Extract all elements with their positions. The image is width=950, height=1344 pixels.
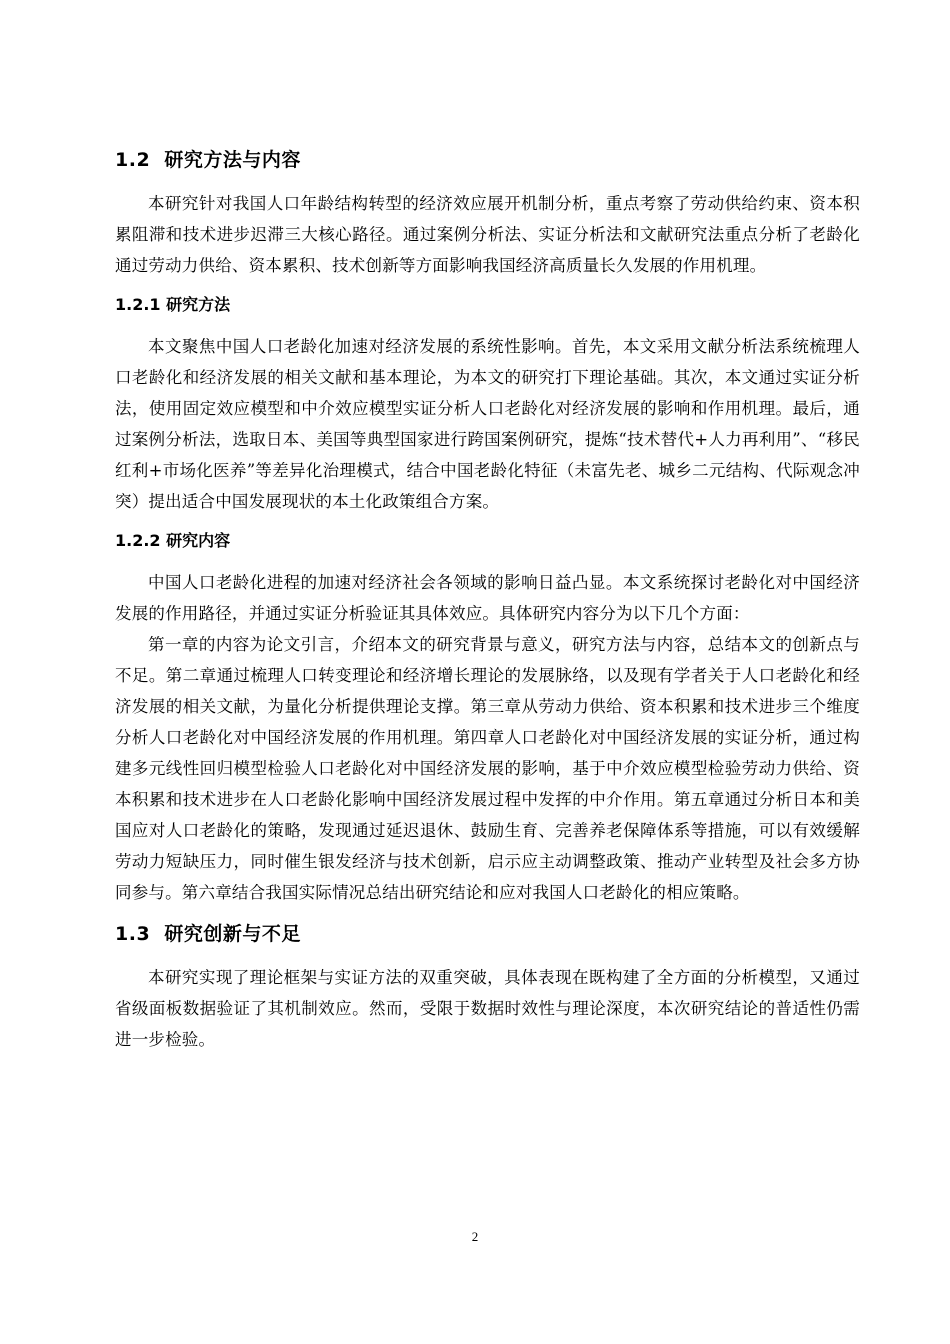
subsection-heading-1-2-1: 1.2.1 研究方法 xyxy=(115,295,231,314)
paragraph-1-2-2-b: 第一章的内容为论文引言，介绍本文的研究背景与意义，研究方法与内容，总结本文的创新点与不足。第二章通过梳理人口转变理论和经济增长理论的发展脉络，以及现有学者关于人口老龄化和经济发展的相关文献，为量化分析提供理论支撑。第三章从劳动力供给、资本积累和技术进步三个维度分析人口老龄化对中国经济发展的作用机理。第四章人口老龄化对中国经济发展的实证分析，通过构建多元线性回归模型检验人口老龄化对中国经济发展的影响，基于中介效应模型检验劳动力供给、资本积累和技术进步在人口老龄化影响中国经济发展过程中发挥的中介作用。第五章通过分析日本和美国应对人口老龄化的策略，发现通过延迟退休、鼓励生育、完善养老保障体系等措施，可以有效缓解劳动力短缺压力，同时催生银发经济与技术创新，启示应主动调整政策、推动产业转型及社会多方协同参与。第六章结合我国实际情况总结出研究结论和应对我国人口老龄化的相应策略。 xyxy=(115,635,860,902)
paragraph-1-2-1: 本文聚焦中国人口老龄化加速对经济发展的系统性影响。首先，本文采用文献分析法系统梳理人口老龄化和经济发展的相关文献和基本理论，为本文的研究打下理论基础。其次，本文通过实证分析法，使用固定效应模型和中介效应模型实证分析人口老龄化对经济发展的影响和作用机理。最后，通过案例分析法，选取日本、美国等典型国家进行跨国案例研究，提炼“技术替代+人力再利用”、“移民红利+市场化医养”等差异化治理模式，结合中国老龄化特征（未富先老、城乡二元结构、代际观念冲突）提出适合中国发展现状的本土化政策组合方案。 xyxy=(115,337,860,511)
section-title: 研究方法与内容 xyxy=(164,149,301,171)
section-heading-1-3 xyxy=(115,920,860,948)
subsection-heading-1-2-2: 1.2.2 研究内容 xyxy=(115,531,231,550)
paragraph-1-2-2-a: 中国人口老龄化进程的加速对经济社会各领域的影响日益凸显。本文系统探讨老龄化对中国经济发展的作用路径，并通过实证分析验证其具体效应。具体研究内容分为以下几个方面： xyxy=(115,573,860,623)
section-number: 1.3 xyxy=(115,923,151,945)
section-heading-1-2 xyxy=(115,146,860,174)
page-content xyxy=(115,146,860,1055)
paragraph-1-2: 本研究针对我国人口年龄结构转型的经济效应展开机制分析，重点考察了劳动供给约束、资本积累阻滞和技术进步迟滞三大核心路径。通过案例分析法、实证分析法和文献研究法重点分析了老龄化通过劳动力供给、资本累积、技术创新等方面影响我国经济高质量长久发展的作用机理。 xyxy=(115,194,860,275)
section-number: 1.2 xyxy=(115,149,151,171)
section-title: 研究创新与不足 xyxy=(164,923,301,945)
page-number: 2 xyxy=(471,1229,479,1244)
paragraph-1-3: 本研究实现了理论框架与实证方法的双重突破，具体表现在既构建了全方面的分析模型，又通过省级面板数据验证了其机制效应。然而，受限于数据时效性与理论深度，本次研究结论的普适性仍需进一步检验。 xyxy=(115,968,860,1049)
